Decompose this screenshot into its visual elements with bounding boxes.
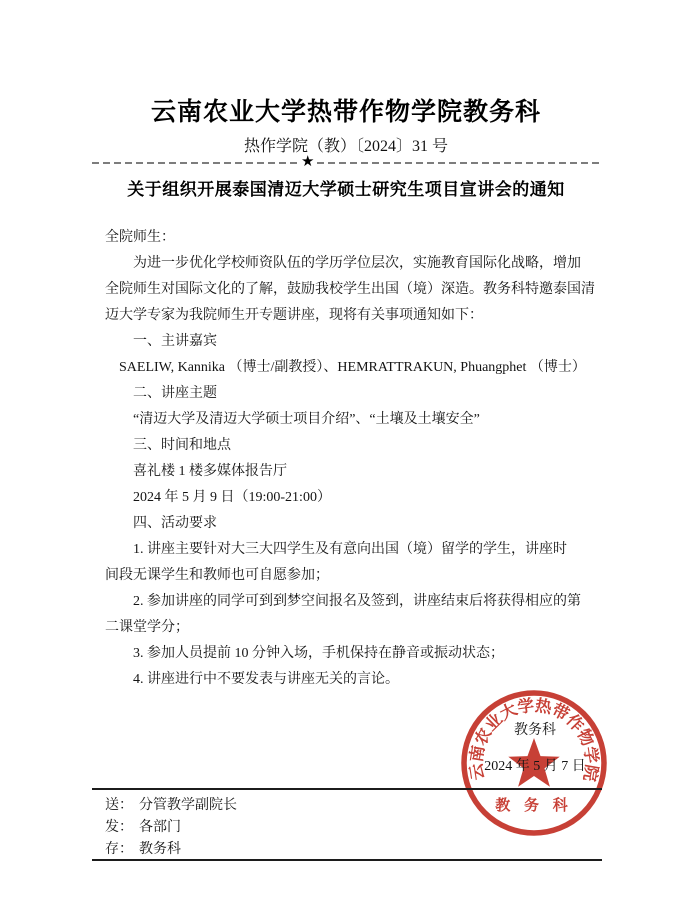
body-line: 间段无课学生和教师也可自愿参加； <box>105 568 329 583</box>
body-line: 四、活动要求 <box>105 516 217 531</box>
body-line: 为进一步优化学校师资队伍的学历学位层次，实施教育国际化战略，增加 <box>105 256 581 271</box>
distribution-label: 存： <box>105 842 133 857</box>
seal-center-label: 教 务 科 <box>495 798 573 814</box>
separator-dash-right <box>317 162 602 164</box>
header-separator <box>92 154 602 172</box>
seal-ring-text: 云南农业大学热带作物学院 <box>466 695 602 783</box>
distribution-value: 各部门 <box>139 820 181 835</box>
body-line: 迈大学专家为我院师生开专题讲座，现将有关事项通知如下： <box>105 308 483 323</box>
body-line: 全院师生对国际文化的了解，鼓励我校学生出国（境）深造。教务科特邀泰国清 <box>105 282 595 297</box>
distribution-item <box>105 817 237 839</box>
body-line: 二、讲座主题 <box>105 386 217 401</box>
separator-dash-left <box>92 162 298 164</box>
org-title: 云南农业大学热带作物学院教务科 <box>150 98 541 126</box>
body-line: 1. 讲座主要针对大三大四学生及有意向出国（境）留学的学生，讲座时 <box>105 542 567 557</box>
body-line: 2. 参加讲座的同学可到到梦空间报名及签到，讲座结束后将获得相应的第 <box>105 594 581 609</box>
signature-block <box>460 719 610 775</box>
distribution-item <box>105 795 237 817</box>
body-line: 4. 讲座进行中不要发表与讲座无关的言论。 <box>105 672 399 687</box>
distribution-item <box>105 839 237 861</box>
distribution-value: 教务科 <box>139 842 181 857</box>
body-line: 2024 年 5 月 9 日（19:00-21:00） <box>105 490 331 505</box>
distribution-label: 发： <box>105 820 133 835</box>
body-line: 3. 参加人员提前 10 分钟入场，手机保持在静音或振动状态； <box>105 646 504 661</box>
body-line: 二课堂学分； <box>105 620 189 635</box>
distribution-list <box>105 795 237 861</box>
body-line: 喜礼楼 1 楼多媒体报告厅 <box>105 464 287 479</box>
notice-body <box>105 225 610 693</box>
subject-title: 关于组织开展泰国清迈大学硕士研究生项目宣讲会的通知 <box>127 180 565 199</box>
body-line: 全院师生： <box>105 230 175 245</box>
body-line: “清迈大学及清迈大学硕士项目介绍”、“土壤及土壤安全” <box>105 412 480 427</box>
body-line: 一、主讲嘉宾 <box>105 334 217 349</box>
doc-number: 热作学院（教）〔2024〕31 号 <box>243 138 448 155</box>
body-line: 三、时间和地点 <box>105 438 231 453</box>
footer-rule-top <box>92 788 602 790</box>
signature-date: 2024 年 5 月 7 日 <box>484 759 586 774</box>
body-line: SAELIW, Kannika （博士/副教授）、HEMRATTRAKUN, Phuangphet （博士） <box>105 360 586 375</box>
signature-dept: 教务科 <box>514 723 556 738</box>
star-icon: ★ <box>301 153 315 170</box>
distribution-label: 送： <box>105 798 133 813</box>
distribution-value: 分管教学副院长 <box>139 798 237 813</box>
